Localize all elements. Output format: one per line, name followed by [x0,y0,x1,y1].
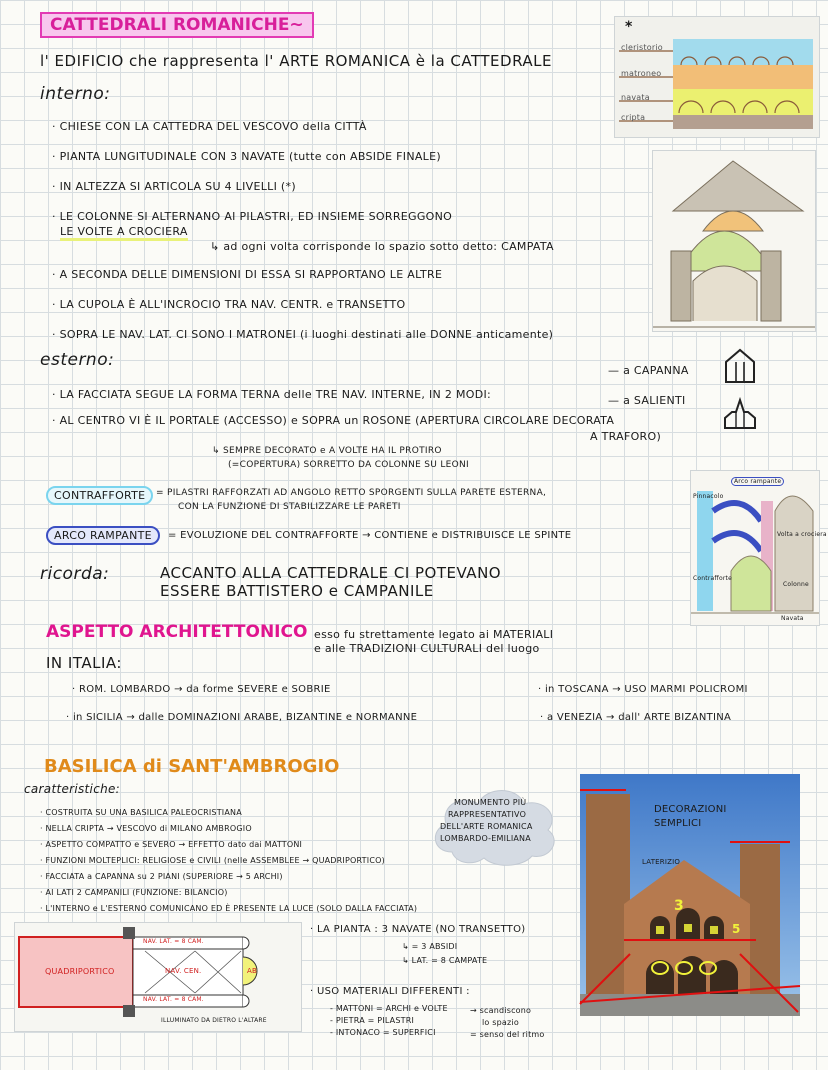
figure-pianta [14,922,302,1032]
photo-laterizio: LATERIZIO [642,858,681,866]
italia-item-sicilia: · in SICILIA → dalle DOMINAZIONI ARABE, BIZANTINE e NORMANNE [66,712,418,723]
capanna-icon [722,348,758,384]
materiali-label: · USO MATERIALI DIFFERENTI : [310,986,470,997]
arco-label: ARCO RAMPANTE [46,526,160,545]
contrafforte-def: = PILASTRI RAFFORZATI AD ANGOLO RETTO SPORGENTI SULLA PARETE ESTERNA, [156,488,547,498]
label-matroneo: matroneo [621,69,662,78]
cloud-line-4: LOMBARDO-EMILIANA [440,834,531,843]
cloud-line-1: MONUMENTO PIÙ [454,798,527,807]
caratteristica-5: · FACCIATA a CAPANNA su 2 PIANI (SUPERIORE → 5 ARCHI) [40,872,283,881]
materiale-3: - INTONACO = SUPERFICI [330,1028,436,1037]
modo-salienti: — a SALIENTI [608,394,686,407]
esterno-item-1: · LA FACCIATA SEGUE LA FORMA TERNA delle TRE NAV. INTERNE, IN 2 MODI: [52,388,492,401]
caratteristiche-label: caratteristiche: [24,782,121,796]
plan-quadriportico: QUADRIPORTICO [45,967,115,976]
campata-note: ↳ ad ogni volta corrisponde lo spazio sotto detto: CAMPATA [210,240,554,253]
caratteristica-7: · L'INTERNO e L'ESTERNO COMUNICANO ED È PRESENTE LA LUCE (SOLO DALLA FACCIATA) [40,904,418,913]
asterisk-label: * [625,19,633,35]
label-cleristorio: cleristorio [621,43,663,52]
interno-item-4: · LE COLONNE SI ALTERNANO AI PILASTRI, ED INSIEME SORREGGONO [52,210,453,223]
aspetto-text-1: esso fu strettamente legato ai MATERIALI [314,628,554,641]
arrow-icon: ↳ [210,240,224,253]
protiro-note-1: ↳ SEMPRE DECORATO e A VOLTE HA IL PROTIRO [212,446,442,456]
label-navata-fig: Navata [781,615,804,622]
esterno-label: esterno: [40,350,115,370]
interno-item-7: · LA CUPOLA È ALL'INCROCIO TRA NAV. CENTR. e TRANSETTO [52,298,406,311]
esterno-item-2: · AL CENTRO VI È IL PORTALE (ACCESSO) e SOPRA un ROSONE (APERTURA CIRCOLARE DECORATA [52,414,615,427]
plan-nav-lat-top: NAV. LAT. = 8 CAM. [143,938,204,945]
ricorda-label: ricorda: [40,564,110,584]
modo-capanna: — a CAPANNA [608,364,689,377]
italia-item-venezia: · a VENEZIA → dall' ARTE BIZANTINA [540,712,732,723]
basilica-title: BASILICA di SANT'AMBROGIO [44,756,340,777]
label-colonne: Colonne [783,581,809,588]
volte-crociera: LE VOLTE A CROCIERA [60,225,188,241]
figure-arco-rampante [690,470,827,626]
materiali-note-2: lo spazio [482,1018,519,1027]
contrafforte-label: CONTRAFFORTE [46,486,153,505]
pianta-item-2: ↳ = 3 ABSIDI [402,942,458,951]
caratteristica-6: · AI LATI 2 CAMPANILI (FUNZIONE: BILANCIO) [40,888,228,897]
protiro-note-2: (=COPERTURA) SORRETTO DA COLONNE SU LEONI [228,460,469,470]
plan-nav-lat-bot: NAV. LAT. = 8 CAM. [143,996,204,1003]
caratteristica-3: · ASPETTO COMPATTO e SEVERO → EFFETTO dato dai MATTONI [40,840,303,849]
materiali-note-1: → scandiscono [470,1006,532,1015]
interno-item-6: · A SECONDA DELLE DIMENSIONI DI ESSA SI RAPPORTANO LE ALTRE [52,268,443,281]
interno-item-2: · PIANTA LUNGITUDINALE CON 3 NAVATE (tutte con ABSIDE FINALE) [52,150,441,163]
caratteristica-2: · NELLA CRIPTA → VESCOVO di MILANO AMBROGIO [40,824,252,833]
photo-number-3: 3 [674,898,684,914]
label-cripta: cripta [621,113,646,122]
interno-item-1: · CHIESE CON LA CATTEDRA DEL VESCOVO della CITTÀ [52,120,367,133]
photo-decorazioni-2: SEMPLICI [654,818,702,829]
arrow-icon: ↳ [212,446,224,456]
ricorda-text-2: ESSERE BATTISTERO e CAMPANILE [160,582,434,600]
label-volta: Volta a crociera [777,531,827,538]
pianta-item-3: ↳ LAT. = 8 CAMPATE [402,956,488,965]
arrow-icon: → [470,1006,480,1015]
page-title: CATTEDRALI ROMANICHE~ [40,12,314,38]
esterno-item-3: A TRAFORO) [590,430,662,443]
volta-diagram [653,151,815,331]
materiale-2: - PIETRA = PILASTRI [330,1016,415,1025]
caratteristica-1: · COSTRUITA SU UNA BASILICA PALEOCRISTIANA [40,808,242,817]
caratteristica-4: · FUNZIONI MOLTEPLICI: RELIGIOSE e CIVILI (nelle ASSEMBLEE → QUADRIPORTICO) [40,856,385,865]
photo-number-5: 5 [732,922,741,936]
aspetto-text-2: e alle TRADIZIONI CULTURALI del luogo [314,642,540,655]
photo-decorazioni-1: DECORAZIONI [654,804,727,815]
plan-abside: AB [247,967,257,975]
label-arco-rampante: Arco rampante [731,477,784,486]
figure-livelli [614,16,820,138]
salienti-icon [722,396,758,430]
contrafforte-def-2: CON LA FUNZIONE DI STABILIZZARE LE PARETI [178,502,401,512]
photo-sant-ambrogio [580,774,800,1016]
cloud-line-3: DELL'ARTE ROMANICA [440,822,533,831]
arco-def: = EVOLUZIONE DEL CONTRAFFORTE → CONTIENE e DISTRIBUISCE LE SPINTE [168,530,572,541]
interno-item-3: · IN ALTEZZA SI ARTICOLA SU 4 LIVELLI (*) [52,180,296,193]
label-navata: navata [621,93,650,102]
label-contrafforte: Contrafforte [693,575,732,582]
cloud-line-2: RAPPRESENTATIVO [448,810,527,819]
aspetto-title: ASPETTO ARCHITETTONICO [46,622,308,642]
pianta-item-1: · LA PIANTA : 3 NAVATE (NO TRANSETTO) [310,924,526,935]
italia-item-lombardo: · ROM. LOMBARDO → da forme SEVERE e SOBRIE [72,684,331,695]
italia-label: IN ITALIA: [46,654,122,672]
interno-label: interno: [40,84,111,104]
figure-volta [652,150,816,332]
plan-illuminato: ILLUMINATO DA DIETRO L'ALTARE [161,1017,267,1024]
label-pinnacolo: Pinnacolo [693,493,724,500]
ricorda-text-1: ACCANTO ALLA CATTEDRALE CI POTEVANO [160,564,502,582]
materiali-note-3: = senso del ritmo [470,1030,545,1039]
interno-item-8: · SOPRA LE NAV. LAT. CI SONO I MATRONEI (i luoghi destinati alle DONNE anticamente) [52,328,554,341]
materiale-1: - MATTONI = ARCHI e VOLTE [330,1004,448,1013]
intro-text: l' EDIFICIO che rappresenta l' ARTE ROMANICA è la CATTEDRALE [40,52,552,70]
italia-item-toscana: · in TOSCANA → USO MARMI POLICROMI [538,684,748,695]
plan-nav-cen: NAV. CEN. [165,967,202,975]
